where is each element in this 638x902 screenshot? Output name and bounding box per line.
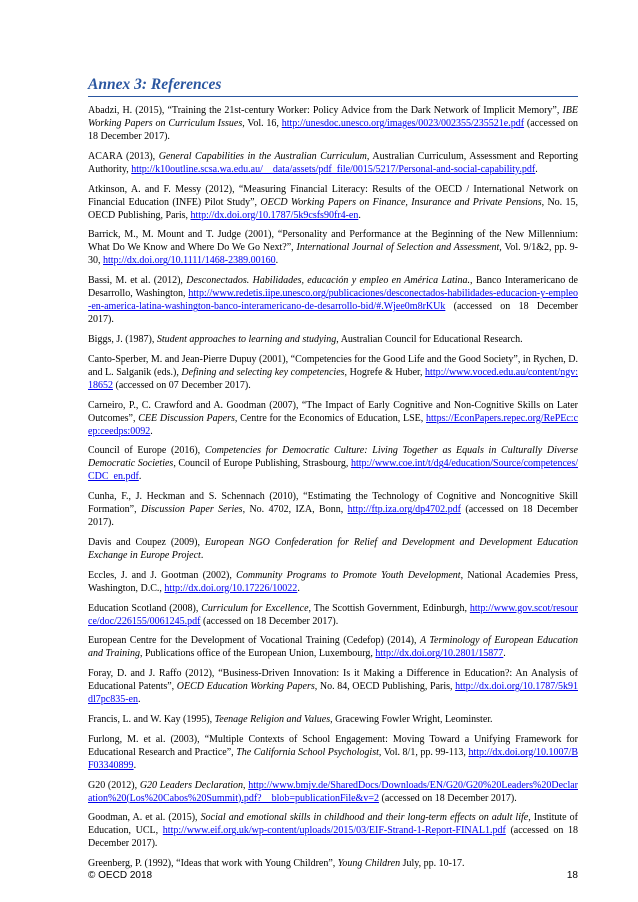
reference-text: . <box>358 209 361 221</box>
reference-text: Bassi, M. et al. (2012), <box>88 275 187 287</box>
reference-entry <box>88 569 578 595</box>
reference-text: , Banco Interamericano de Desarrollo, Washington, <box>88 275 578 300</box>
reference-title: Discussion Paper Series <box>141 504 243 516</box>
reference-text: , No. 15, OECD Publishing, Paris, <box>88 196 578 221</box>
reference-text: G20 (2012), <box>88 779 140 791</box>
reference-entry <box>88 444 578 483</box>
reference-link[interactable]: http://www.gov.scot/resource/doc/226155/0061245.pdf <box>88 602 578 627</box>
reference-text: . <box>503 648 506 660</box>
reference-entry <box>88 490 578 529</box>
reference-text: (accessed on 18 December 2017). <box>88 825 578 850</box>
reference-title: CEE Discussion Papers <box>138 412 235 424</box>
reference-link[interactable]: http://unesdoc.unesco.org/images/0023/002355/235521e.pdf <box>281 118 525 129</box>
reference-entry <box>88 536 578 562</box>
reference-text: Francis, L. and W. Kay (1995), <box>88 713 215 725</box>
reference-text: , Vol. 9/1&2, pp. 9-30, <box>88 242 579 267</box>
reference-entry <box>88 274 578 326</box>
reference-text: . <box>535 163 538 175</box>
reference-text: Furlong, M. et al. (2003), “Multiple Contexts of School Engagement: Moving Toward a Unifying Framework for Educational Research and Practice”, <box>88 733 578 758</box>
reference-link[interactable]: http://www.redetis.iipe.unesco.org/publicaciones/desconectados-habilidades-educacion-y-empleo-en-america-latina-washington-banco-interamericano-de-desarrollo-bid/#.Wjee0m8rKUk <box>88 288 578 313</box>
section-heading: Annex 3: References <box>88 76 578 97</box>
reference-title: A Terminology of European Education and Training <box>88 635 578 660</box>
reference-text: (accessed on 18 December 2017). <box>88 118 578 142</box>
reference-text: Council of Europe (2016), <box>88 445 205 457</box>
reference-link[interactable]: https://EconPapers.repec.org/RePEc:cep:ceedps:0092 <box>88 412 579 437</box>
reference-link[interactable]: http://k10outline.scsa.wa.edu.au/__data/assets/pdf_file/0015/5217/Personal-and-social-capability.pdf <box>131 163 536 175</box>
reference-text: (accessed on 18 December 2017). <box>200 615 339 627</box>
footer-page-number: 18 <box>566 870 578 881</box>
reference-title: International Journal of Selection and Assessment <box>296 242 500 254</box>
reference-text: (accessed on 07 December 2017). <box>113 379 251 391</box>
reference-text: , The Scottish Government, Edinburgh, <box>308 602 470 614</box>
reference-text: , Gracewing Fowler Wright, Leominster. <box>330 713 493 725</box>
reference-link[interactable]: http://www.eif.org.uk/wp-content/uploads/2015/03/EIF-Strand-1-Report-FINAL1.pdf <box>162 825 506 837</box>
reference-entry <box>88 667 578 706</box>
reference-title: Social and emotional skills in childhood and their long-term effects on adult life <box>200 812 529 824</box>
reference-text: . <box>150 425 153 437</box>
reference-text: , National Academies Press, Washington, D.C., <box>88 569 579 594</box>
reference-entry <box>88 399 578 438</box>
reference-text: Abadzi, H. (2015), “Training the 21st-century Worker: Policy Advice from the Dark Network of Implicit Memory”, <box>88 105 563 116</box>
reference-text: , No. 84, OECD Publishing, Paris, <box>314 681 456 693</box>
reference-entry <box>88 150 578 176</box>
reference-title: General Capabilities in the Australian Curriculum <box>158 150 367 162</box>
reference-entry <box>88 713 578 726</box>
reference-link[interactable]: http://dx.doi.org/10.17226/10022 <box>164 582 298 594</box>
reference-text: Cunha, F., J. Heckman and S. Schennach (2010), “Estimating the Technology of Cognitive and Noncognitive Skill Formation”, <box>88 491 578 516</box>
reference-text: Atkinson, A. and F. Messy (2012), “Measuring Financial Literacy: Results of the OECD / International Network on Financial Education (INFE) Pilot Study”, <box>88 183 578 208</box>
reference-entry <box>88 104 578 143</box>
reference-text: , Hogrefe & Huber, <box>344 366 426 378</box>
reference-text: July, pp. 10-17. <box>400 858 465 870</box>
reference-text: , No. 4702, IZA, Bonn, <box>242 504 348 516</box>
reference-link[interactable]: http://www.voced.edu.au/content/ngv:18652 <box>88 366 578 391</box>
footer-copyright: © OECD 2018 <box>88 870 153 881</box>
reference-text: Biggs, J. (1987), <box>88 333 157 345</box>
reference-title: Desconectados. Habilidades, educación y empleo en América Latina. <box>186 275 471 287</box>
reference-link[interactable]: http://www.coe.int/t/dg4/education/Source/competences/CDC_en.pdf <box>88 458 579 483</box>
reference-entry <box>88 811 578 850</box>
reference-title: European NGO Confederation for Relief and Development and Development Education Exchange in Europe Project <box>88 536 578 561</box>
reference-title: Community Programs to Promote Youth Development <box>236 569 461 581</box>
reference-text: Barrick, M., M. Mount and T. Judge (2001), “Personality and Performance at the Beginning of the New Millennium: What Do We Know and Where Do We Go Next?”, <box>88 229 578 254</box>
reference-entry <box>88 183 578 222</box>
reference-title: Teenage Religion and Values <box>214 713 331 725</box>
reference-text: ACARA (2013), <box>88 150 159 162</box>
reference-link[interactable]: http://ftp.iza.org/dp4702.pdf <box>347 504 462 516</box>
reference-text: , Australian Curriculum, Assessment and Reporting Authority, <box>88 150 579 175</box>
reference-text: (accessed on 18 December 2017). <box>88 504 578 529</box>
reference-title: IBE Working Papers on Curriculum Issues <box>88 105 578 129</box>
reference-link[interactable]: http://dx.doi.org/10.1007/BF03340899 <box>88 746 578 771</box>
reference-text: Carneiro, P., C. Crawford and A. Goodman (2007), “The Impact of Early Cognitive and Non-Cognitive Skills on Later Outcomes”, <box>88 399 578 424</box>
reference-text: . <box>138 471 142 483</box>
reference-text: (accessed on 18 December 2017). <box>88 301 578 326</box>
reference-title: Competencies for Democratic Culture: Living Together as Equals in Culturally Diverse Democratic Societies <box>88 445 578 470</box>
reference-text: , Vol. 16, <box>242 118 282 129</box>
reference-text: . <box>275 255 279 267</box>
reference-text: Greenberg, P. (1992), “Ideas that work with Young Children”, <box>88 858 338 870</box>
reference-entry <box>88 857 578 870</box>
reference-text: , Vol. 8/1, pp. 99-113, <box>378 746 469 758</box>
reference-title: G20 Leaders Declaration <box>139 779 244 791</box>
reference-text: Eccles, J. and J. Gootman (2002), <box>88 569 237 581</box>
reference-text: Foray, D. and J. Raffo (2012), “Business-Driven Innovation: Is it Making a Difference in Education?: An Analysis of Educational Patents”, <box>88 668 578 693</box>
reference-text: . <box>297 582 300 594</box>
reference-text: Canto-Sperber, M. and Jean-Pierre Dupuy (2001), “Competencies for the Good Life and the Good Society”, in Rychen, D. and L. Salganik (eds.), <box>88 353 578 378</box>
reference-text: . <box>138 694 141 706</box>
reference-text: . <box>133 759 137 771</box>
reference-entry <box>88 353 578 392</box>
reference-entry <box>88 733 578 772</box>
reference-text: , Publications office of the European Union, Luxembourg, <box>139 648 376 660</box>
reference-link[interactable]: http://dx.doi.org/10.1787/5k9csfs90fr4-en <box>190 209 359 221</box>
reference-text: , <box>243 779 249 791</box>
reference-text: Davis and Coupez (2009), <box>88 536 205 548</box>
reference-link[interactable]: http://dx.doi.org/10.2801/15877 <box>375 648 504 660</box>
reference-entry <box>88 228 578 267</box>
reference-entry <box>88 333 578 346</box>
reference-entry <box>88 602 578 628</box>
reference-entry <box>88 779 578 805</box>
reference-text: Goodman, A. et al. (2015), <box>88 812 201 824</box>
reference-text: European Centre for the Development of Vocational Training (Cedefop) (2014), <box>88 635 420 647</box>
reference-title: The California School Psychologist <box>236 746 379 758</box>
reference-link[interactable]: http://dx.doi.org/10.1787/5k91dl7pc835-en <box>88 681 578 706</box>
reference-title: Student approaches to learning and studying <box>156 333 337 345</box>
reference-title: Defining and selecting key competencies <box>181 366 345 378</box>
reference-title: Curriculum for Excellence <box>201 602 309 614</box>
reference-text: , Council of Europe Publishing, Strasbourg, <box>173 458 351 470</box>
reference-text: , Australian Council for Educational Research. <box>336 333 523 345</box>
reference-title: OECD Education Working Papers <box>176 681 315 693</box>
reference-text: , Institute of Education, UCL, <box>88 812 578 837</box>
reference-text: . <box>200 549 204 561</box>
reference-entry <box>88 634 578 660</box>
reference-text: Education Scotland (2008), <box>88 602 202 614</box>
reference-text: (accessed on 18 December 2017). <box>378 792 517 804</box>
reference-title: Young Children <box>337 858 401 870</box>
reference-link[interactable]: http://www.bmjv.de/SharedDocs/Downloads/EN/G20/G20%20Leaders%20Declaration%20(Los%20Cabos%20Summit).pdf?__blob=publicationFile&v=2 <box>88 779 578 804</box>
reference-link[interactable]: http://dx.doi.org/10.1111/1468-2389.00160 <box>103 255 276 267</box>
reference-text: , Centre for the Economics of Education, LSE, <box>234 412 427 424</box>
reference-title: OECD Working Papers on Finance, Insurance and Private Pensions <box>260 196 542 208</box>
reference-list <box>88 104 578 877</box>
